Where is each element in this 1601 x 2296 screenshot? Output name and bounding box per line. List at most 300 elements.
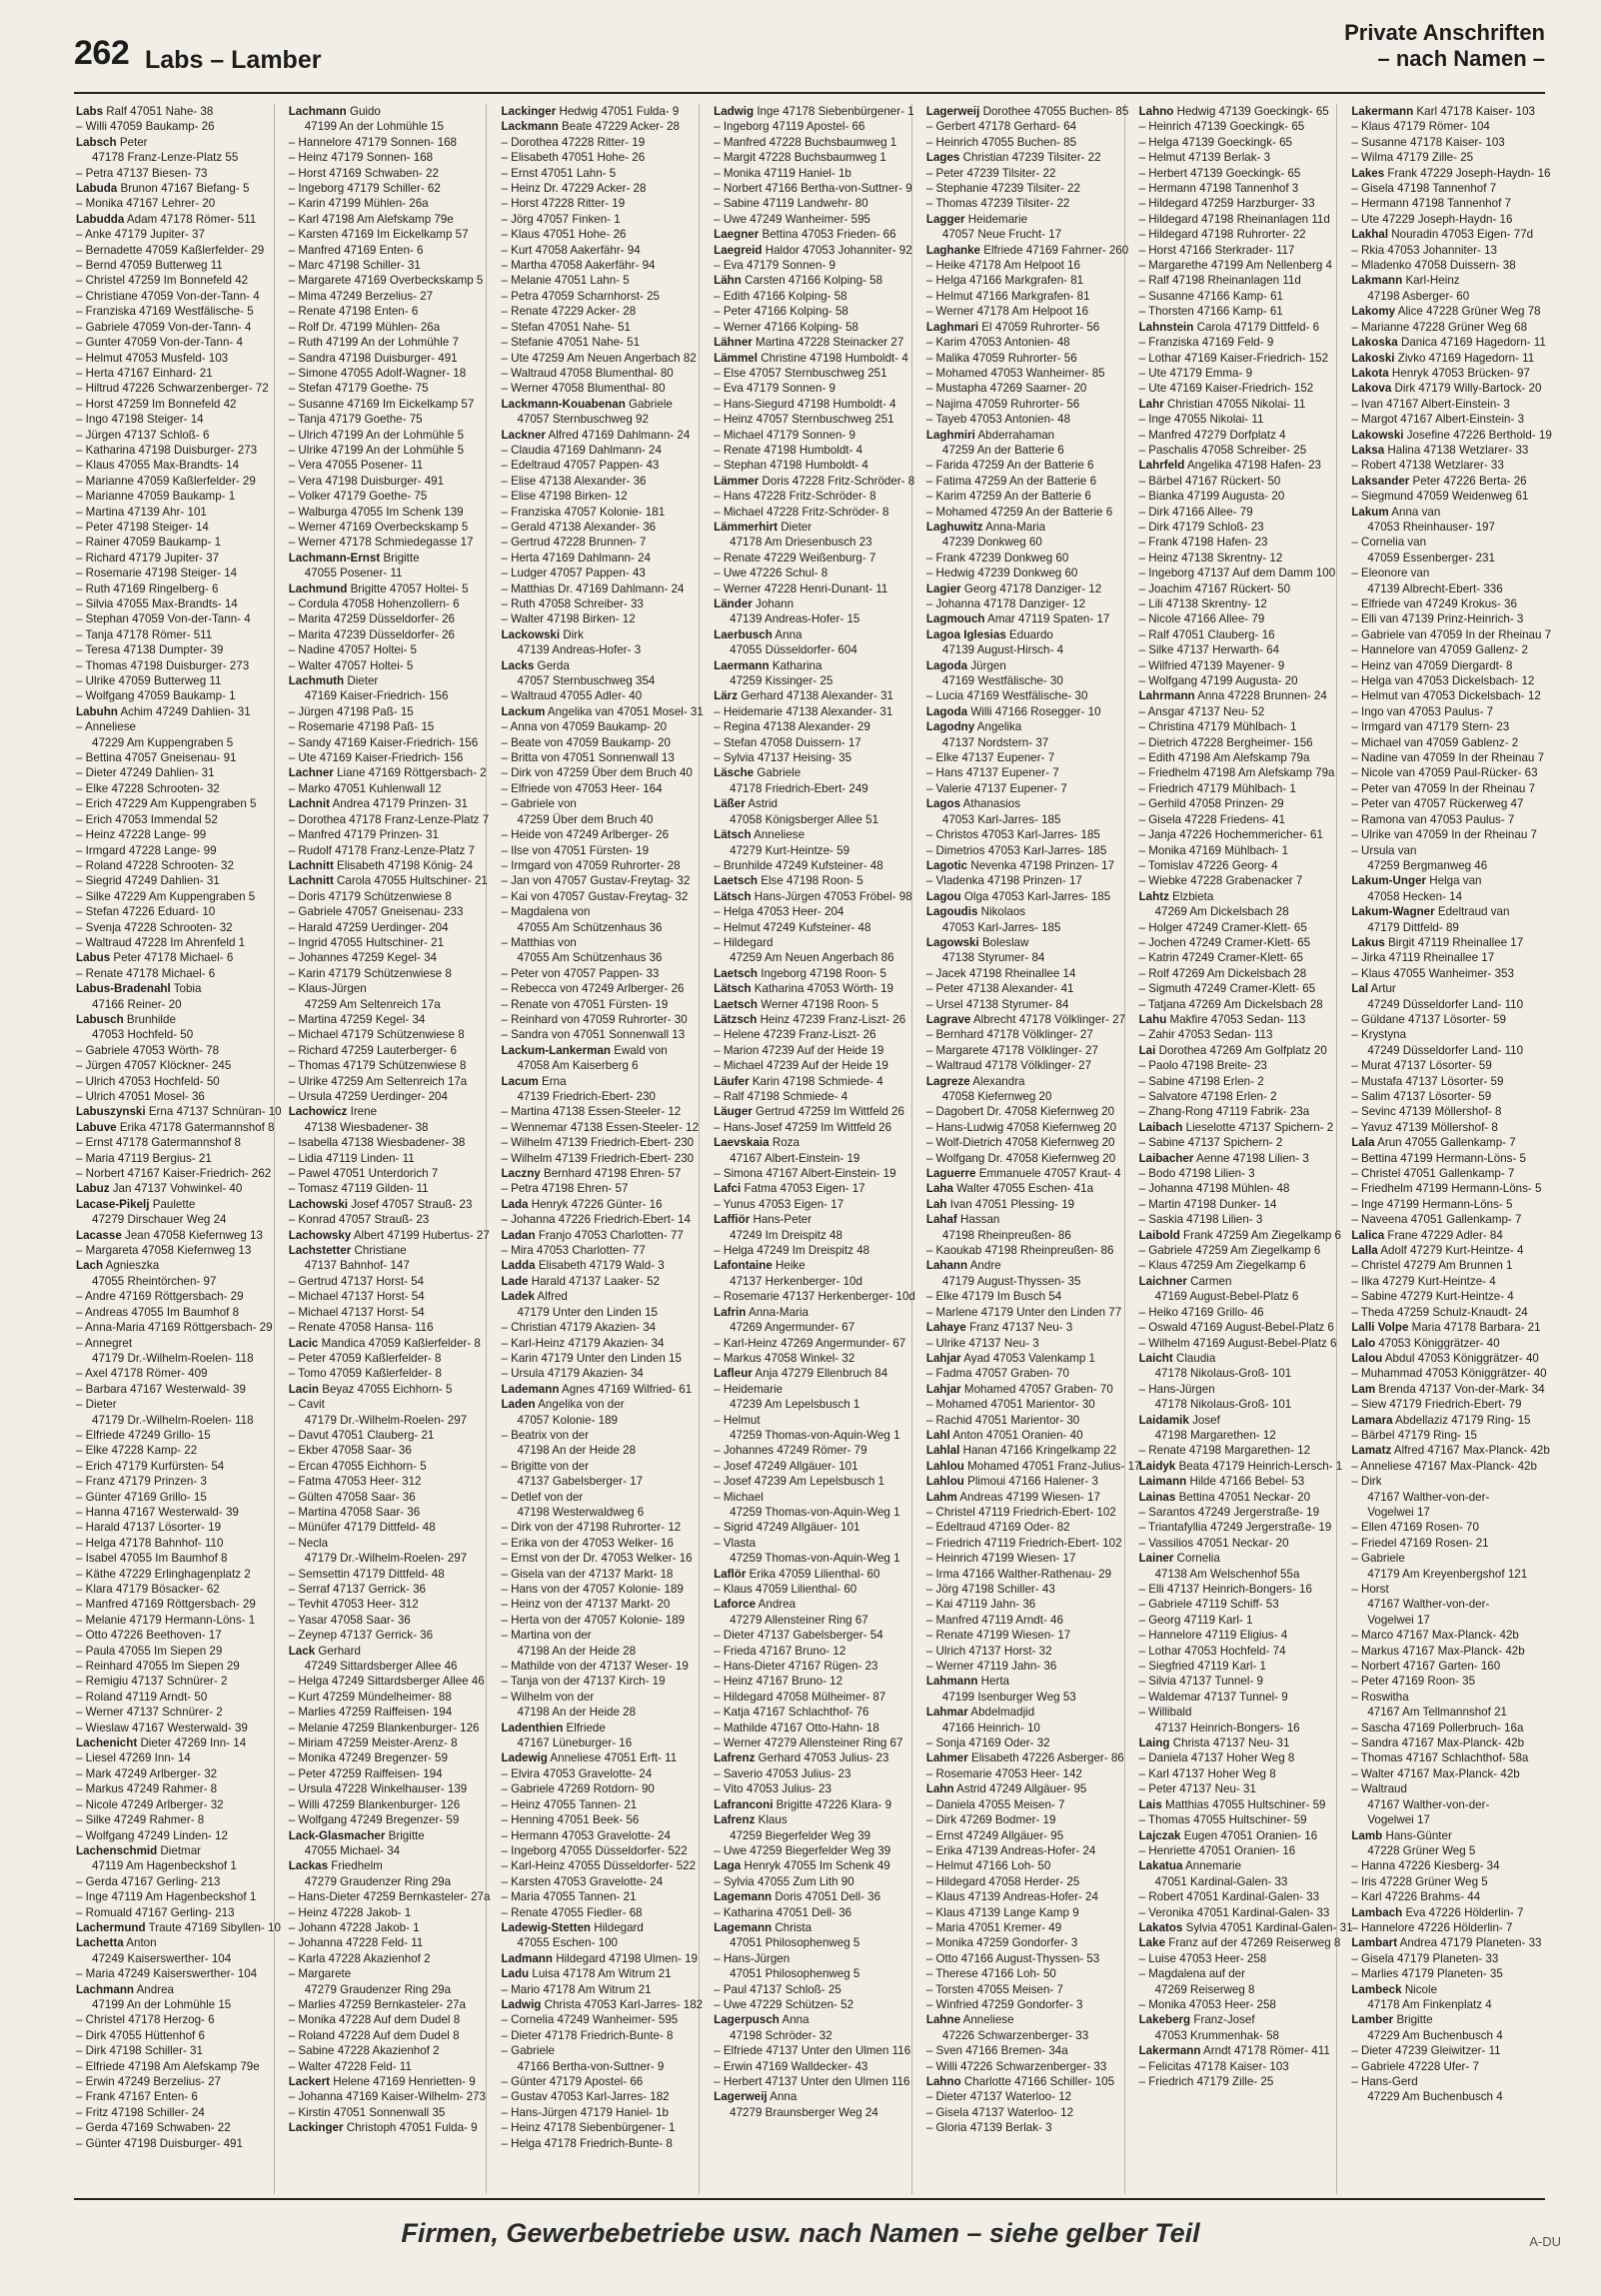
entry-text: – Wieslaw 47167 Westerwald- 39 — [76, 1721, 248, 1734]
entry-text: – Dieter 47137 Waterloo- 12 — [925, 2090, 1072, 2104]
directory-entry — [1139, 1274, 1331, 1289]
entry-text: – Silke 47137 Herwarth- 64 — [1138, 643, 1280, 657]
directory-entry — [501, 658, 693, 673]
entry-text: – Michael 47228 Fritz-Schröder- 8 — [714, 505, 889, 519]
entry-text: – Klaus 47055 Max-Brandts- 14 — [76, 459, 240, 473]
entry-text: Carola 47055 Hultschiner- 21 — [337, 874, 488, 888]
directory-entry — [1351, 196, 1543, 211]
directory-entry — [1139, 412, 1331, 427]
entry-text: – Valerie 47137 Eupener- 7 — [925, 781, 1067, 795]
directory-entry — [925, 1012, 1126, 1027]
directory-entry — [76, 858, 268, 873]
directory-entry — [926, 1858, 1118, 1873]
entry-text: – Werner 47178 Am Helpoot 16 — [925, 305, 1089, 319]
entry-text: 47259 Bergmanweg 46 — [1367, 858, 1488, 872]
directory-entry — [925, 1459, 1141, 1474]
entry-text: Vogelwei 17 — [1367, 1505, 1430, 1519]
entry-surname: Lai — [1138, 1043, 1156, 1057]
directory-entry — [926, 1828, 1118, 1843]
directory-entry — [1351, 1258, 1543, 1273]
directory-entry — [714, 166, 905, 181]
directory-entry — [501, 1474, 693, 1489]
directory-entry — [501, 858, 693, 873]
entry-text: – Triantafyllia 47249 Jergerstraße- 19 — [1138, 1521, 1332, 1535]
entry-text: – Heinz 47167 Bruno- 12 — [714, 1675, 843, 1689]
directory-entry — [76, 1089, 268, 1104]
entry-text: – Matthias von — [501, 935, 577, 949]
entry-text: 47279 Dirschauer Weg 24 — [92, 1213, 227, 1227]
entry-text: 47199 An der Lohmühle 15 — [92, 1997, 232, 2011]
directory-entry — [76, 627, 268, 642]
directory-entry — [1139, 1074, 1331, 1089]
entry-surname: Lafrenz — [714, 1813, 756, 1827]
entry-text: – Krystyna — [1351, 1028, 1407, 1042]
entry-text: – Friedhelm 47199 Hermann-Löns- 5 — [1351, 1182, 1542, 1196]
entry-text: Carmen — [1190, 1274, 1232, 1288]
directory-entry — [289, 243, 481, 258]
running-title: Labs – Lamber — [145, 46, 322, 74]
directory-entry — [1351, 1289, 1543, 1304]
entry-text: – Richard 47179 Jupiter- 37 — [76, 551, 220, 565]
entry-text: – Elfriede 47198 Am Alefskamp 79e — [76, 2059, 260, 2073]
directory-entry — [76, 812, 268, 827]
directory-entry — [289, 474, 481, 489]
entry-text: – Werner 47137 Schnürer- 2 — [76, 1706, 223, 1720]
entry-surname: Lachowsky — [288, 1228, 352, 1242]
entry-text: – Dorothea 47178 Franz-Lenze-Platz 7 — [288, 812, 490, 826]
directory-entry — [1139, 1505, 1331, 1520]
directory-entry — [501, 320, 693, 335]
entry-text: Guido — [349, 105, 381, 118]
entry-text: – Dieter — [76, 1398, 117, 1412]
directory-entry — [76, 1750, 268, 1765]
entry-text: – Robert 47138 Wetzlarer- 33 — [1351, 459, 1504, 473]
directory-entry — [714, 2012, 905, 2027]
entry-text: – Konrad 47057 Strauß- 23 — [288, 1213, 430, 1227]
entry-text: – Johann 47228 Jakob- 1 — [288, 1920, 420, 1934]
directory-entry — [501, 1228, 693, 1243]
entry-text: – Wolfgang 47249 Bregenzer- 59 — [288, 1813, 460, 1827]
entry-text: 47178 Nikolaus-Groß- 101 — [1154, 1367, 1292, 1381]
entry-surname: Lagier — [925, 581, 961, 595]
directory-entry — [714, 335, 905, 350]
entry-text: Halina 47138 Wetzlarer- 33 — [1387, 443, 1529, 457]
entry-text: Athanasios — [962, 797, 1020, 811]
directory-entry — [501, 1567, 693, 1582]
entry-text: – Hans-Gerd — [1351, 2075, 1418, 2088]
entry-text: – Waltraud 47178 Völklinger- 27 — [925, 1059, 1092, 1073]
entry-text: Brigitte — [383, 551, 420, 565]
entry-text: – Herbert 47139 Goeckingk- 65 — [1138, 166, 1301, 180]
entry-text: – Tevhit 47053 Heer- 312 — [288, 1598, 419, 1612]
entry-text: – Gabriele — [1351, 1552, 1405, 1566]
entry-text: – Heidemarie 47138 Alexander- 31 — [714, 704, 893, 718]
entry-text: – Karl 47198 Am Alefskamp 79e — [288, 212, 454, 226]
entry-text: 47179 Dittfeld- 89 — [1367, 920, 1459, 934]
directory-entry — [714, 1120, 905, 1135]
directory-entry — [289, 381, 481, 396]
directory-entry — [1139, 1135, 1331, 1150]
entry-text: – Werner 47169 Overbeckskamp 5 — [288, 520, 469, 534]
directory-entry — [1139, 1166, 1331, 1181]
footer-note: Firmen, Gewerbebetriebe usw. nach Namen – siehe gelber Teil — [401, 2218, 1200, 2248]
entry-surname: Lahaye — [925, 1321, 966, 1335]
entry-text: – Jürgen 47137 Schloß- 6 — [76, 428, 210, 442]
directory-entry — [1351, 1920, 1543, 1935]
entry-text: – Gabriele von — [501, 797, 577, 811]
directory-entry — [1138, 1320, 1334, 1335]
entry-text: – Tomo 47059 Kaßlerfelder- 8 — [288, 1367, 442, 1381]
directory-entry — [1139, 196, 1331, 211]
entry-surname: Lahm — [925, 1490, 957, 1504]
entry-text: 47198 Westerwaldweg 6 — [517, 1505, 645, 1519]
entry-text: 47239 Donkweg 60 — [941, 536, 1042, 550]
entry-text: – Dieter 47178 Friedrich-Bunte- 8 — [501, 2028, 674, 2042]
directory-entry — [714, 1074, 905, 1089]
directory-entry — [289, 1320, 481, 1335]
entry-text: – Renate 47198 Humboldt- 4 — [714, 443, 863, 457]
entry-surname: Labus — [76, 951, 111, 965]
directory-entry — [714, 981, 905, 996]
entry-text: – Elke 47137 Eupener- 7 — [925, 751, 1055, 765]
directory-entry — [926, 289, 1118, 304]
entry-text: – Dirk 47166 Allee- 79 — [1138, 505, 1253, 519]
directory-column — [1351, 104, 1552, 2194]
entry-text: Artur — [1370, 982, 1396, 996]
directory-entry — [714, 1490, 905, 1505]
entry-text: – Sabine 47119 Landwehr- 80 — [714, 197, 868, 211]
directory-entry — [76, 135, 268, 150]
directory-entry — [1351, 566, 1543, 580]
directory-entry — [714, 1151, 905, 1166]
directory-entry — [289, 1104, 481, 1119]
directory-entry — [1351, 1750, 1543, 1765]
entry-text: – Bianka 47199 Augusta- 20 — [1138, 490, 1285, 504]
entry-surname: Lachmuth — [288, 674, 345, 688]
directory-entry — [501, 551, 693, 566]
directory-entry — [926, 873, 1118, 888]
entry-text: 47259 Thomas-von-Aquin-Weg 1 — [730, 1552, 900, 1566]
entry-text: – Simone 47055 Adolf-Wagner- 18 — [288, 366, 467, 380]
entry-text: 47057 Kolonie- 189 — [517, 1413, 618, 1427]
entry-text: – Karin 47179 Unter den Linden 15 — [501, 1351, 682, 1365]
entry-surname: Lackowski — [501, 627, 561, 641]
entry-surname: Lakum-Unger — [1351, 874, 1427, 888]
entry-text: – Helmut 47166 Loh- 50 — [925, 1859, 1051, 1873]
entry-text: – Edith 47166 Kolping- 58 — [714, 289, 847, 303]
directory-entry — [501, 1351, 693, 1366]
entry-surname: Lackas — [288, 1859, 329, 1873]
directory-entry — [1351, 1351, 1543, 1366]
directory-entry — [501, 1797, 693, 1812]
entry-surname: Laimann — [1138, 1475, 1187, 1489]
directory-entry — [714, 1505, 905, 1520]
directory-entry — [1351, 104, 1543, 119]
directory-entry — [714, 889, 912, 904]
directory-entry — [501, 1382, 693, 1397]
entry-text: – Serraf 47137 Gerrick- 36 — [288, 1583, 426, 1596]
directory-entry — [289, 796, 481, 811]
directory-entry — [289, 1181, 481, 1196]
entry-surname: Lahtz — [1138, 889, 1169, 903]
entry-text: Georg 47178 Danziger- 12 — [963, 581, 1102, 595]
directory-entry — [501, 2105, 693, 2120]
entry-text: Brigitte — [388, 1828, 425, 1842]
directory-entry — [926, 1474, 1118, 1489]
entry-text: – Hannelore 47226 Hölderlin- 7 — [1351, 1920, 1513, 1934]
entry-text: Hans-Jürgen 47053 Fröbel- 98 — [754, 889, 912, 903]
directory-entry — [501, 1027, 693, 1042]
entry-text: – Liesel 47269 Inn- 14 — [76, 1751, 191, 1765]
entry-text: – Katrin 47249 Cramer-Klett- 65 — [1138, 951, 1303, 965]
entry-text: – Murat 47137 Lösorter- 59 — [1351, 1059, 1492, 1073]
entry-text: Helga van — [1429, 874, 1482, 888]
entry-text: – Heinz 47055 Tannen- 21 — [501, 1797, 638, 1811]
entry-text: – Ralf 47051 Clauberg- 16 — [1138, 627, 1275, 641]
entry-text: 47137 Heinrich-Bongers- 16 — [1154, 1721, 1300, 1734]
entry-surname: Laidyk — [1138, 1459, 1176, 1473]
directory-entry — [1139, 2043, 1331, 2058]
entry-text: – Karl 47137 Hoher Weg 8 — [1138, 1766, 1276, 1780]
directory-entry — [501, 2074, 693, 2089]
directory-entry — [289, 1166, 481, 1181]
directory-entry — [289, 2059, 481, 2074]
directory-entry — [926, 1258, 1118, 1273]
directory-entry — [714, 2105, 905, 2120]
entry-text: – Münüfer 47179 Dittfeld- 48 — [288, 1521, 436, 1535]
entry-text: Elfriede 47169 Fahrner- 260 — [983, 243, 1129, 257]
directory-entry — [926, 1197, 1118, 1212]
directory-entry — [926, 889, 1118, 904]
directory-entry — [1139, 2059, 1331, 2074]
directory-entry — [926, 258, 1118, 273]
entry-text: – Rolf 47269 Am Dickelsbach 28 — [1138, 966, 1307, 980]
entry-text: – Monika 47167 Lehrer- 20 — [76, 197, 216, 211]
directory-entry — [289, 397, 481, 412]
entry-text: – Roland 47228 Auf dem Dudel 8 — [288, 2028, 460, 2042]
directory-entry — [1139, 258, 1331, 273]
directory-entry — [1139, 227, 1331, 242]
directory-entry — [76, 1982, 268, 1997]
entry-text: – Wilhelm 47139 Friedrich-Ebert- 230 — [501, 1136, 695, 1150]
entry-text: Inge 47178 Siebenbürgener- 1 — [757, 105, 914, 118]
directory-entry — [1351, 812, 1543, 827]
entry-text: – Irmgard van 47179 Stern- 23 — [1351, 720, 1510, 734]
entry-text: Dieter — [781, 520, 812, 534]
directory-entry — [501, 304, 693, 319]
entry-surname: Laksander — [1351, 474, 1410, 488]
entry-text: – Theda 47259 Schulz-Knaudt- 24 — [1351, 1305, 1528, 1319]
directory-entry — [714, 1766, 905, 1781]
entry-text: Anna 47228 Brunnen- 24 — [1197, 689, 1327, 703]
entry-text: Andrea — [136, 1982, 174, 1996]
directory-entry — [1139, 827, 1331, 842]
directory-entry — [926, 765, 1118, 780]
entry-text: Elisabeth 47198 König- 24 — [337, 858, 474, 872]
entry-text: Haldor 47053 Johanniter- 92 — [765, 243, 912, 257]
entry-surname: Laichner — [1138, 1274, 1187, 1288]
entry-text: – Michael 47137 Horst- 54 — [288, 1305, 425, 1319]
directory-entry — [76, 1674, 268, 1689]
directory-entry — [714, 2043, 911, 2058]
directory-entry — [1139, 520, 1331, 535]
entry-text: – Marianne 47059 Kaßlerfelder- 29 — [76, 474, 256, 488]
directory-entry — [289, 1397, 481, 1412]
entry-text: Dorothea 47269 Am Golfplatz 20 — [1158, 1043, 1327, 1057]
directory-entry — [289, 1628, 481, 1643]
directory-entry — [714, 443, 905, 458]
entry-text: Karl-Heinz — [1405, 274, 1460, 288]
entry-surname: Ladek — [501, 1290, 535, 1304]
directory-entry — [1351, 2089, 1543, 2104]
directory-entry — [714, 1613, 905, 1628]
entry-text: Gertrud 47259 Im Wittfeld 26 — [756, 1105, 904, 1119]
directory-entry — [1139, 273, 1331, 288]
entry-text: – Heinz van 47059 Diergardt- 8 — [1351, 658, 1513, 672]
entry-text: – Zahir 47053 Sedan- 113 — [1138, 1028, 1273, 1042]
directory-entry — [289, 1120, 481, 1135]
entry-text: – Bernhard 47178 Völklinger- 27 — [925, 1028, 1093, 1042]
entry-surname: Lafci — [714, 1182, 742, 1196]
entry-text: – Heinz 47057 Sternbuschweg 251 — [714, 413, 894, 427]
entry-text: 47053 Karl-Jarres- 185 — [941, 920, 1061, 934]
entry-text: – Margarete 47169 Overbeckskamp 5 — [288, 274, 484, 288]
directory-entry — [76, 1258, 268, 1273]
entry-surname: Lagoudis — [925, 905, 978, 919]
directory-entry — [1351, 1858, 1543, 1873]
entry-text: – Werner 47178 Schmiedegasse 17 — [288, 536, 474, 550]
directory-entry — [76, 966, 268, 981]
entry-surname: Labuszynski — [76, 1105, 146, 1119]
entry-text: – Stefan 47226 Eduard- 10 — [76, 905, 216, 919]
directory-entry — [714, 1735, 905, 1750]
entry-text: – Katharina 47051 Dell- 36 — [714, 1905, 852, 1919]
directory-entry — [501, 812, 693, 827]
entry-text: – Hildegard 47198 Ruhrorter- 22 — [1138, 228, 1306, 242]
entry-text: – Willibald — [1138, 1706, 1192, 1720]
entry-text: Christa 47053 Karl-Jarres- 182 — [544, 1997, 704, 2011]
entry-text: Henryk 47226 Günter- 16 — [531, 1197, 663, 1211]
entry-text: – Heiko 47169 Grillo- 46 — [1138, 1305, 1264, 1319]
entry-text: – Oswald 47169 August-Bebel-Platz 6 — [1138, 1321, 1334, 1335]
entry-text: – Sonja 47169 Oder- 32 — [925, 1736, 1050, 1750]
directory-entry — [1139, 1305, 1331, 1320]
directory-entry — [1351, 1551, 1543, 1566]
directory-entry — [501, 1920, 693, 1935]
entry-text: – Irmgard von 47059 Ruhrorter- 28 — [501, 858, 681, 872]
directory-entry — [714, 1258, 905, 1273]
directory-entry — [289, 181, 481, 196]
directory-entry — [289, 1920, 481, 1935]
directory-entry — [501, 273, 693, 288]
directory-entry — [289, 1567, 481, 1582]
entry-text: 47051 Kardinal-Galen- 33 — [1154, 1874, 1288, 1888]
entry-text: – Sarantos 47249 Jergerstraße- 19 — [1138, 1505, 1320, 1519]
entry-surname: Lachmann — [288, 105, 347, 118]
entry-text: 47259 Kissinger- 25 — [730, 674, 833, 688]
directory-entry — [76, 765, 268, 780]
entry-surname: Labus-Bradenahl — [76, 982, 171, 996]
directory-entry — [501, 611, 693, 626]
entry-text: – Marlies 47259 Bernkasteler- 27a — [288, 1997, 466, 2011]
directory-entry — [76, 796, 268, 811]
directory-entry — [926, 505, 1118, 520]
entry-text: 47167 Albert-Einstein- 19 — [730, 1151, 860, 1165]
directory-entry — [289, 1766, 481, 1781]
entry-text: – Isabella 47138 Wiesbadener- 38 — [288, 1136, 466, 1150]
directory-entry — [76, 1366, 268, 1381]
directory-entry — [501, 1750, 693, 1765]
entry-text: Hans-Günter — [1385, 1828, 1452, 1842]
entry-text: 47167 Am Tellmannshof 21 — [1367, 1706, 1507, 1720]
entry-text: – Rosemarie 47053 Heer- 142 — [925, 1766, 1082, 1780]
directory-entry — [289, 1750, 481, 1765]
directory-entry — [1351, 858, 1543, 873]
entry-surname: Lack-Glasmacher — [288, 1828, 386, 1842]
entry-text: Erika 47178 Gatermannshof 8 — [119, 1120, 275, 1134]
directory-entry — [926, 1659, 1118, 1674]
entry-text: – Najima 47059 Ruhrorter- 56 — [925, 397, 1080, 411]
entry-text: 47229 Am Buchenbusch 4 — [1367, 2028, 1503, 2042]
entry-surname: Lafontaine — [714, 1259, 773, 1273]
directory-entry — [1139, 1443, 1331, 1458]
entry-surname: Lack — [288, 1644, 316, 1658]
directory-entry — [76, 1905, 268, 1920]
directory-entry — [1351, 2059, 1543, 2074]
entry-text: – Dietrich 47228 Bergheimer- 156 — [1138, 735, 1313, 749]
entry-text: 47166 Reiner- 20 — [92, 997, 182, 1011]
directory-entry — [926, 351, 1118, 366]
directory-entry — [1351, 489, 1543, 504]
entry-surname: Lainas — [1138, 1490, 1176, 1504]
entry-text: – Martha 47058 Aakerfähr- 94 — [501, 259, 656, 273]
entry-text: – Sandy 47169 Kaiser-Friedrich- 156 — [288, 735, 479, 749]
entry-text: – Davut 47051 Clauberg- 21 — [288, 1428, 435, 1442]
directory-entry — [714, 1166, 905, 1181]
directory-entry — [1351, 1828, 1543, 1843]
directory-entry — [501, 212, 693, 227]
entry-text: – Stephanie 47239 Tilsiter- 22 — [925, 182, 1080, 196]
directory-entry — [1139, 2028, 1331, 2043]
directory-entry — [1351, 1012, 1543, 1027]
entry-text: – Hans-Jürgen — [1138, 1382, 1215, 1396]
entry-text: – Wilhelm 47169 August-Bebel-Platz 6 — [1138, 1336, 1337, 1350]
entry-surname: Lacks — [501, 658, 535, 672]
entry-text: 47053 Königgrätzer- 40 — [1378, 1336, 1500, 1350]
directory-entry — [1139, 1966, 1331, 1981]
directory-entry — [289, 1043, 481, 1058]
entry-text: – Silvia 47137 Tunnel- 9 — [1138, 1675, 1263, 1689]
entry-text: – Monika 47228 Auf dem Dudel 8 — [288, 2013, 461, 2027]
directory-entry — [1139, 397, 1331, 412]
entry-surname: Labusch — [76, 1012, 124, 1026]
entry-text: – Elvira 47053 Gravelotte- 24 — [501, 1766, 653, 1780]
directory-entry — [76, 1428, 268, 1443]
directory-entry — [926, 1382, 1118, 1397]
entry-text: – Thomas 47198 Duisburger- 273 — [76, 658, 250, 672]
entry-text: 47179 Dr.-Wilhelm-Roelen- 118 — [92, 1351, 254, 1365]
directory-entry — [1351, 1228, 1543, 1243]
entry-text: – Gabriele 47269 Rotdorn- 90 — [501, 1782, 655, 1796]
directory-entry — [1139, 1982, 1331, 1997]
entry-surname: Laibacher — [1138, 1151, 1194, 1165]
directory-entry — [289, 1351, 481, 1366]
entry-text: – Hans-Josef 47259 Im Wittfeld 26 — [714, 1120, 892, 1134]
entry-text: 47179 Unter den Linden 15 — [517, 1305, 658, 1319]
entry-text: – Franziska 47057 Kolonie- 181 — [501, 505, 666, 519]
directory-entry — [76, 781, 268, 796]
directory-entry — [926, 2105, 1118, 2120]
